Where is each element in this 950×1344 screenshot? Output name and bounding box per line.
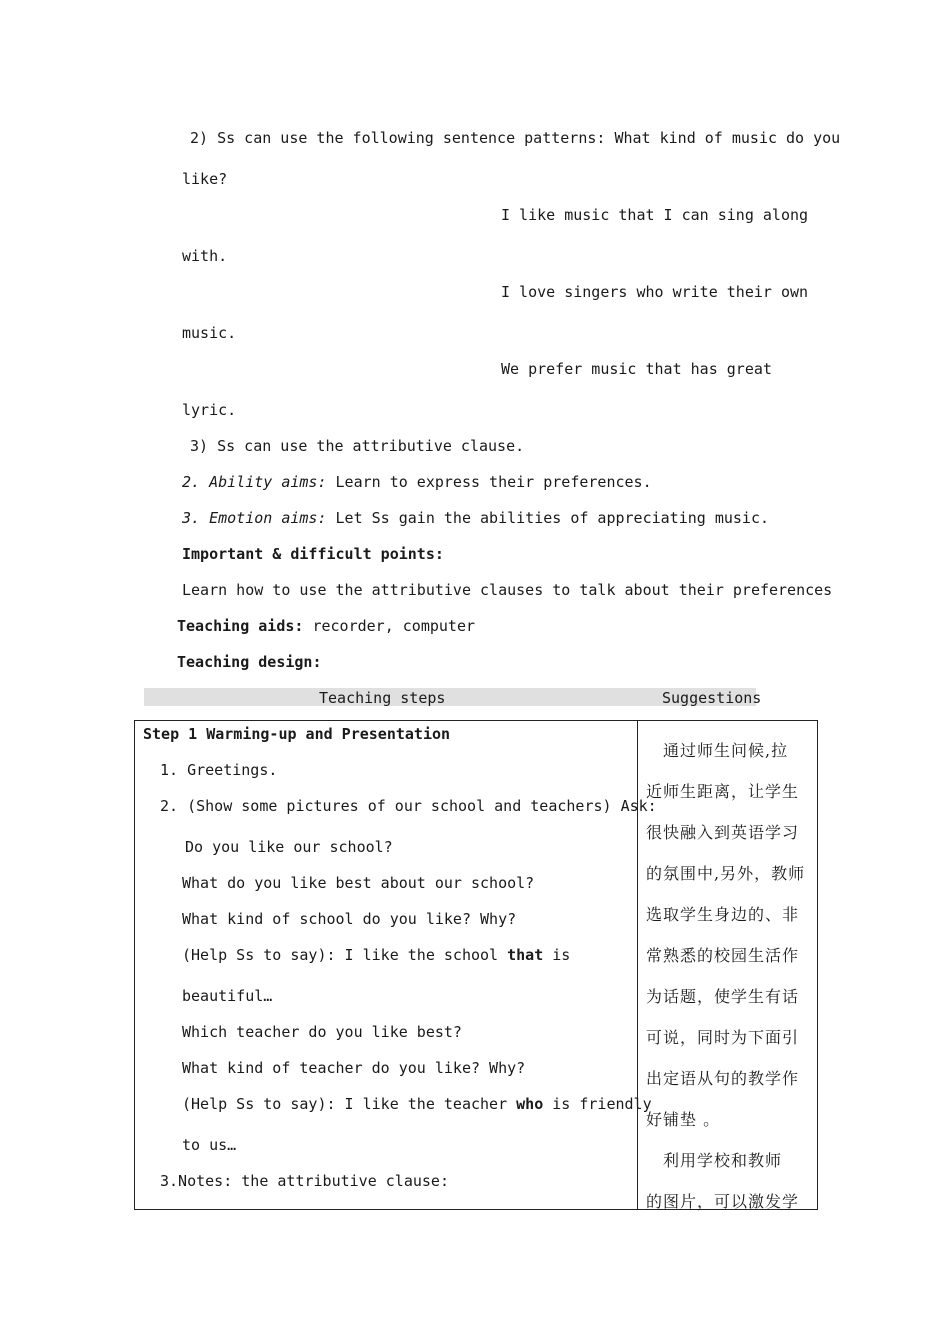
example-sentence-2: I love singers who write their own: [501, 283, 809, 301]
question-like-best: What do you like best about our school?: [182, 874, 535, 892]
suggestions-text: [646, 730, 814, 1222]
column-header-teaching-steps: Teaching steps: [319, 689, 446, 707]
teaching-aids-label: Teaching aids:: [177, 617, 304, 635]
objective-2-line2: like?: [182, 170, 228, 188]
emotion-aims-label: 3. Emotion aims:: [182, 509, 327, 527]
help-say-school-post: is: [543, 946, 571, 964]
question-which-teacher: Which teacher do you like best?: [182, 1023, 462, 1041]
emotion-aims-text: Let Ss gain the abilities of appreciating music.: [326, 509, 770, 527]
example-sentence-2-cont: music.: [182, 324, 237, 342]
ability-aims-label: 2. Ability aims:: [182, 473, 327, 491]
objective-3: 3) Ss can use the attributive clause.: [190, 437, 525, 455]
teaching-aids-text: recorder, computer: [303, 617, 476, 635]
notes-attributive-clause: 3.Notes: the attributive clause:: [160, 1172, 449, 1190]
suggestion-line: 常熟悉的校园生活作: [646, 946, 800, 965]
example-sentence-1: I like music that I can sing along: [501, 206, 809, 224]
help-say-teacher: [182, 1094, 652, 1114]
suggestion-line: 通过师生问候,拉: [646, 741, 789, 760]
suggestion-line: 的图片，可以激发学: [646, 1192, 800, 1211]
teaching-aids: [177, 616, 475, 636]
example-sentence-3: We prefer music that has great: [501, 360, 772, 378]
ability-aims-text: Learn to express their preferences.: [326, 473, 652, 491]
help-say-teacher-post: is friendly: [543, 1095, 652, 1113]
keyword-who: who: [516, 1095, 544, 1113]
step-item-show-pictures: 2. (Show some pictures of our school and teachers) Ask:: [160, 797, 657, 815]
suggestion-line: 为话题，使学生有话: [646, 987, 800, 1006]
suggestion-line: 很快融入到英语学习: [646, 823, 800, 842]
step-1-title: Step 1 Warming-up and Presentation: [143, 725, 451, 743]
help-say-school-cont: beautiful…: [182, 987, 273, 1005]
objective-2-line1: 2) Ss can use the following sentence patterns: What kind of music do you: [190, 129, 841, 147]
suggestion-line: 选取学生身边的、非: [646, 905, 800, 924]
question-kind-of-school: What kind of school do you like? Why?: [182, 910, 517, 928]
suggestion-line: 利用学校和教师: [646, 1151, 783, 1170]
help-say-teacher-pre: (Help Ss to say): I like the teacher: [182, 1095, 517, 1113]
step-item-greetings: 1. Greetings.: [160, 761, 278, 779]
keyword-that: that: [507, 946, 544, 964]
example-sentence-3-cont: lyric.: [182, 401, 237, 419]
important-points-heading: Important & difficult points:: [182, 545, 444, 563]
suggestion-line: 出定语从句的教学作: [646, 1069, 800, 1088]
teaching-design-heading: Teaching design:: [177, 653, 322, 671]
help-say-school-pre: (Help Ss to say): I like the school: [182, 946, 508, 964]
suggestion-line: 的氛围中,另外，教师: [646, 864, 806, 883]
help-say-teacher-cont: to us…: [182, 1136, 237, 1154]
column-header-suggestions: Suggestions: [662, 689, 762, 707]
suggestion-line: 好铺垫 。: [646, 1110, 721, 1129]
ability-aims: [182, 472, 652, 492]
question-kind-of-teacher: What kind of teacher do you like? Why?: [182, 1059, 526, 1077]
question-like-school: Do you like our school?: [185, 838, 393, 856]
important-points-text: Learn how to use the attributive clauses to talk about their preferences: [182, 581, 833, 599]
suggestion-line: 近师生距离，让学生: [646, 782, 800, 801]
help-say-school: [182, 945, 570, 965]
example-sentence-1-cont: with.: [182, 247, 228, 265]
emotion-aims: [182, 508, 769, 528]
suggestion-line: 可说，同时为下面引: [646, 1028, 800, 1047]
table-column-divider: [637, 720, 638, 1210]
